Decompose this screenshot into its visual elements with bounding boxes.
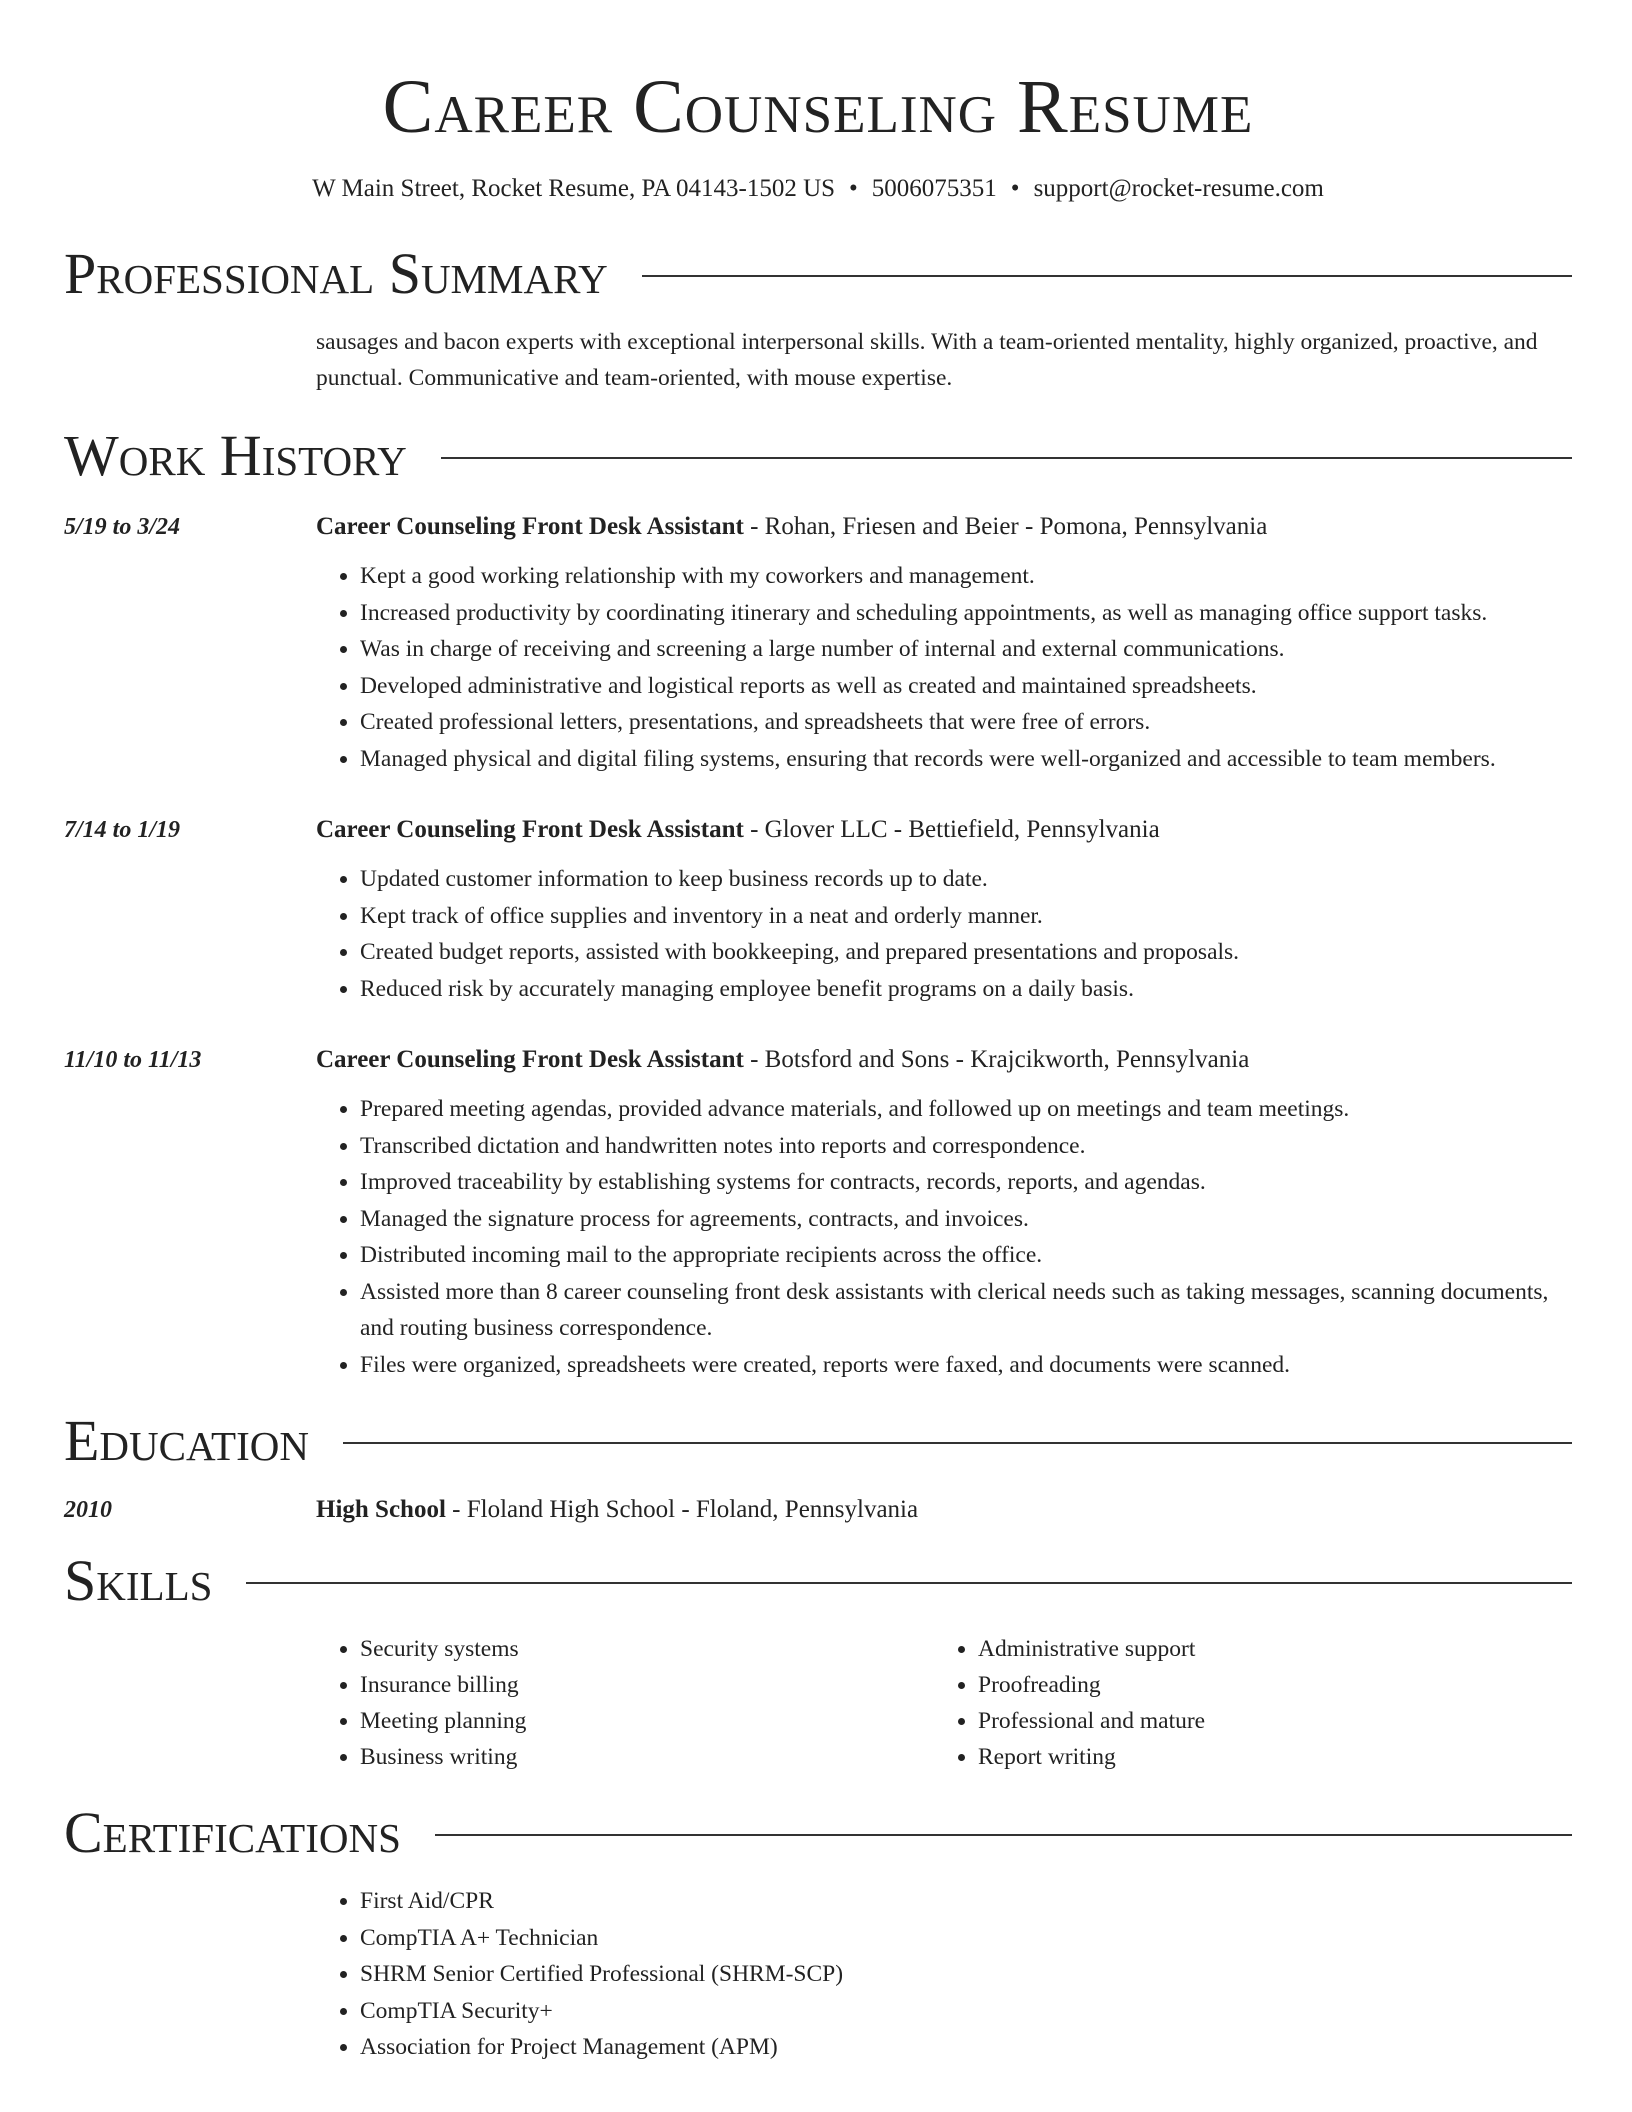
- section-header-education: [64, 1408, 1572, 1473]
- job-title: Career Counseling Front Desk Assistant: [316, 816, 744, 843]
- education-headline: [316, 1495, 1572, 1525]
- job-bullet: • Improved traceability by establishing systems for contracts, records, reports, and agendas.: [360, 1164, 1572, 1201]
- contact-line: [64, 174, 1572, 204]
- skill-item: • Business writing: [360, 1739, 934, 1775]
- section-title: Education: [64, 1408, 309, 1473]
- job-bullets: [316, 558, 1572, 777]
- job-bullet: • Distributed incoming mail to the appropriate recipients across the office.: [360, 1237, 1572, 1274]
- section-divider: [642, 275, 1572, 277]
- section-title: Skills: [64, 1548, 213, 1613]
- education-degree: High School: [316, 1496, 446, 1523]
- job-entry: [64, 815, 1572, 1007]
- section-divider: [441, 457, 1572, 459]
- resume-page: [64, 0, 1572, 2066]
- certification-item: • CompTIA A+ Technician: [360, 1920, 1572, 1957]
- job-body: [316, 1045, 1572, 1383]
- contact-phone: 5006075351: [871, 175, 997, 202]
- job-employer-location: - Glover LLC - Bettiefield, Pennsylvania: [743, 816, 1160, 843]
- job-headline: [316, 815, 1572, 845]
- job-body: [316, 512, 1572, 777]
- job-bullet: • Transcribed dictation and handwritten notes into reports and correspondence.: [360, 1128, 1572, 1165]
- contact-address: W Main Street, Rocket Resume, PA 04143-1502 US: [312, 175, 836, 202]
- job-bullet: • Files were organized, spreadsheets were created, reports were faxed, and documents were scanned.: [360, 1347, 1572, 1384]
- contact-separator: •: [849, 175, 858, 202]
- education-entry: [64, 1495, 1572, 1525]
- job-bullet: • Managed physical and digital filing systems, ensuring that records were well-organized and accessible to team members.: [360, 741, 1572, 778]
- contact-email[interactable]: support@rocket-resume.com: [1033, 175, 1324, 202]
- job-bullet: • Increased productivity by coordinating itinerary and scheduling appointments, as well as managing office support tasks.: [360, 595, 1572, 632]
- skill-item: • Professional and mature: [978, 1703, 1552, 1739]
- summary-text: sausages and bacon experts with exceptional interpersonal skills. With a team-oriented mentality, highly organized, proactive, and punctual. Communicative and team-oriented, with mouse expertise.: [316, 329, 1538, 391]
- section-title: Certifications: [64, 1800, 401, 1865]
- job-bullets: [316, 1091, 1572, 1383]
- skill-item: • Insurance billing: [360, 1667, 934, 1703]
- job-bullet: • Created budget reports, assisted with bookkeeping, and prepared presentations and proposals.: [360, 934, 1572, 971]
- job-bullet: • Updated customer information to keep business records up to date.: [360, 861, 1572, 898]
- job-headline: [316, 512, 1572, 542]
- job-dates: 11/10 to 11/13: [64, 1047, 202, 1073]
- job-bullet: • Reduced risk by accurately managing employee benefit programs on a daily basis.: [360, 971, 1572, 1008]
- certification-item: • SHRM Senior Certified Professional (SHRM-SCP): [360, 1956, 1572, 1993]
- job-headline: [316, 1045, 1572, 1075]
- job-entry: [64, 512, 1572, 777]
- skill-item: • Security systems: [360, 1631, 934, 1667]
- job-bullet: • Created professional letters, presentations, and spreadsheets that were free of errors.: [360, 704, 1572, 741]
- skills-column-right: [934, 1631, 1552, 1775]
- job-bullet: • Managed the signature process for agreements, contracts, and invoices.: [360, 1201, 1572, 1238]
- skills-column-left: [316, 1631, 934, 1775]
- section-title: Work History: [64, 423, 407, 488]
- job-bullet: • Was in charge of receiving and screening a large number of internal and external communications.: [360, 631, 1572, 668]
- section-title: Professional Summary: [64, 241, 608, 306]
- skill-item: • Report writing: [978, 1739, 1552, 1775]
- page-title: Career Counseling Resume: [382, 65, 1254, 149]
- job-dates: 7/14 to 1/19: [64, 817, 181, 843]
- certifications-bullets: [316, 1883, 1572, 2066]
- job-bullet: • Assisted more than 8 career counseling front desk assistants with clerical needs such as taking messages, scanning documents, and routing business correspondence.: [360, 1274, 1572, 1347]
- education-year: 2010: [64, 1497, 112, 1523]
- section-divider: [246, 1582, 1572, 1584]
- job-employer-location: - Rohan, Friesen and Beier - Pomona, Pennsylvania: [743, 513, 1268, 540]
- work-history-list: [64, 512, 1572, 1383]
- job-title: Career Counseling Front Desk Assistant: [316, 1046, 744, 1073]
- job-body: [316, 815, 1572, 1007]
- skill-item: • Administrative support: [978, 1631, 1552, 1667]
- skill-item: • Meeting planning: [360, 1703, 934, 1739]
- section-header-summary: [64, 241, 1572, 306]
- education-details: - Floland High School - Floland, Pennsylvania: [445, 1496, 919, 1523]
- certification-item: • CompTIA Security+: [360, 1993, 1572, 2030]
- certification-item: • First Aid/CPR: [360, 1883, 1572, 1920]
- job-bullet: • Developed administrative and logistical reports as well as created and maintained spreadsheets.: [360, 668, 1572, 705]
- job-dates: 5/19 to 3/24: [64, 514, 181, 540]
- section-divider: [435, 1834, 1572, 1836]
- contact-separator: •: [1010, 175, 1020, 202]
- job-bullet: • Kept track of office supplies and inventory in a neat and orderly manner.: [360, 898, 1572, 935]
- certification-item: • Association for Project Management (APM): [360, 2029, 1572, 2066]
- job-title: Career Counseling Front Desk Assistant: [316, 513, 744, 540]
- job-bullets: [316, 861, 1572, 1007]
- job-bullet: • Prepared meeting agendas, provided advance materials, and followed up on meetings and team meetings.: [360, 1091, 1572, 1128]
- skill-item: • Proofreading: [978, 1667, 1552, 1703]
- job-bullet: • Kept a good working relationship with my coworkers and management.: [360, 558, 1572, 595]
- section-divider: [343, 1442, 1572, 1444]
- section-header-certifications: [64, 1800, 1572, 1865]
- certifications-list: [316, 1883, 1572, 2066]
- section-header-skills: [64, 1548, 1572, 1613]
- section-header-work-history: [64, 423, 1572, 488]
- skills-list: [316, 1631, 1572, 1775]
- job-employer-location: - Botsford and Sons - Krajcikworth, Pennsylvania: [743, 1046, 1250, 1073]
- job-entry: [64, 1045, 1572, 1383]
